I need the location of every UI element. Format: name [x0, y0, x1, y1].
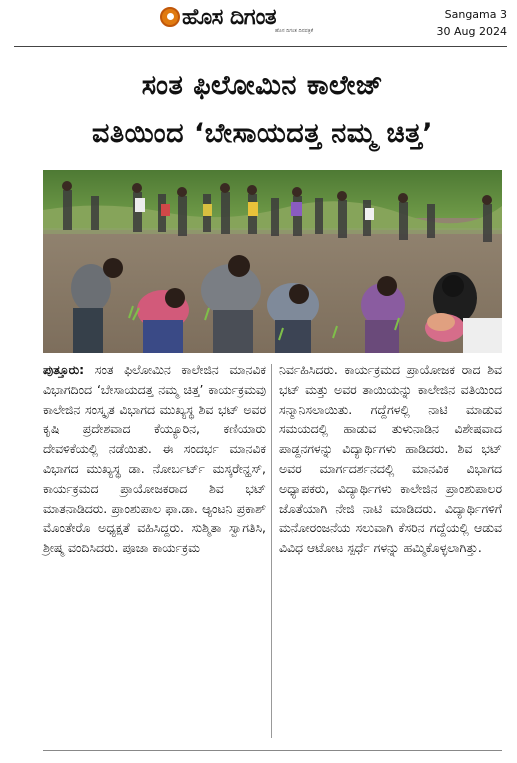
issue-date: 30 Aug 2024: [436, 25, 507, 38]
masthead-rule: [14, 46, 507, 47]
logo-text: ಹೊಸ ದಿಗಂತ: [182, 4, 277, 30]
article-text-left: ಸಂತ ಫಿಲೋಮಿನ ಕಾಲೇಜಿನ ಮಾನವಿಕ ವಿಭಾಗದಿಂದ ‘ಬೇಸಾಯದತ್ತ ನಮ್ಮ ಚಿತ್ತ’ ಕಾರ್ಯಕ್ರಮವು ಕಾಲೇಜಿನ ಸಂಸ್ಕೃತ ವಿಭಾಗದ ಮುಖ್ಯಸ್ಥ ಶಿವ ಭಟ್ ಅವರ ಕೃಷಿ ಪ್ರದೇಶವಾದ ಕೆಯ್ಯೂರಿನ, ಕಣಿಯಾರು ದೇವಳಿಕೆಯಲ್ಲಿ ನಡೆಯಿತು. ಈ ಸಂದರ್ಭ ಮಾನವಿಕ ವಿಭಾಗದ ಮುಖ್ಯಸ್ಥ ಡಾ. ನೋರ್ಬರ್ಟ್ ಮಸ್ಕರೇನ್ಹಸ್, ಕಾರ್ಯಕ್ರಮದ ಪ್ರಾಯೋಜಕರಾದ ಶಿವ ಭಟ್ ಮಾತನಾಡಿದರು. ಪ್ರಾಂಶುಪಾಲ ಫಾ.ಡಾ. ಆ್ಯಂಟನಿ ಪ್ರಕಾಶ್ ಮೊಂತೇರೊ ಅಧ್ಯಕ್ಷತೆ ವಹಿಸಿದ್ದರು. ಸುಶ್ಮಿತಾ ಸ್ವಾಗತಿಸಿ, ಶ್ರೀಷ್ಮ ವಂದಿಸಿದರು. ಪೂಜಾ ಕಾರ್ಯಕ್ರಮ: [43, 362, 266, 556]
newspaper-logo: [160, 3, 276, 31]
paddy-planting-photo: [43, 170, 502, 353]
article-paragraph-left: [43, 360, 266, 558]
headline-line-2: ವತಿಯಿಂದ ‘ಬೇಸಾಯದತ್ತ ನಮ್ಮ ಚಿತ್ತ’: [92, 118, 433, 149]
edition-info: [437, 6, 507, 40]
article-column-right: [279, 360, 502, 558]
article-body: [43, 360, 502, 745]
column-divider: [271, 364, 272, 738]
section-label: Sangama 3: [444, 8, 507, 21]
article-headline: [28, 62, 497, 158]
logo-tagline: ಹೊಸ ದಿಗಂತ ದಿನಪತ್ರಿಕೆ: [275, 28, 314, 34]
article-text-right: ನಿರ್ವಹಿಸಿದರು. ಕಾರ್ಯಕ್ರಮದ ಪ್ರಾಯೋಜಕ ರಾದ ಶಿವ ಭಟ್ ಮತ್ತು ಅವರ ತಾಯಿಯನ್ನು ಕಾಲೇಜಿನ ವತಿಯಿಂದ ಸನ್ಮಾನಿಸಲಾಯಿತು. ಗದ್ದೆಗಳಲ್ಲಿ ನಾಟಿ ಮಾಡುವ ಸಮಯದಲ್ಲಿ ಹಾಡುವ ತುಳುನಾಡಿನ ವಿಶೇಷವಾದ ಪಾಡ್ದನಗಳನ್ನು ವಿದ್ಯಾರ್ಥಿಗಳು ಹಾಡಿದರು. ಶಿವ ಭಟ್ ಅವರ ಮಾರ್ಗದರ್ಶನದಲ್ಲಿ ಮಾನವಿಕ ವಿಭಾಗದ ಅಧ್ಯಾಪಕರು, ವಿದ್ಯಾರ್ಥಿಗಳು ಕಾಲೇಜಿನ ಪ್ರಾಂಶುಪಾಲರ ಜೊತೆಯಾಗಿ ನೇಜಿ ನಾಟಿ ಮಾಡಿದರು. ವಿದ್ಯಾರ್ಥಿಗಳಿಗೆ ಮನೋರಂಜನೆಯ ಸಲುವಾಗಿ ಕೆಸರಿನ ಗದ್ದೆಯಲ್ಲಿ ಆಡುವ ವಿವಿಧ ಆಟೋಟ ಸ್ಪರ್ಧೆ ಗಳನ್ನು ಹಮ್ಮಿಕೊಳ್ಳಲಾಗಿತ್ತು.: [279, 362, 502, 556]
logo-emblem-icon: [160, 7, 180, 27]
headline-line-1: ಸಂತ ಫಿಲೋಮಿನ ಕಾಲೇಜ್: [141, 70, 384, 101]
bottom-rule: [43, 750, 502, 751]
masthead: [0, 0, 517, 44]
article-photo: [43, 170, 502, 353]
article-column-left: [43, 360, 266, 558]
dateline: ಪುತ್ತೂರು:: [43, 362, 85, 377]
